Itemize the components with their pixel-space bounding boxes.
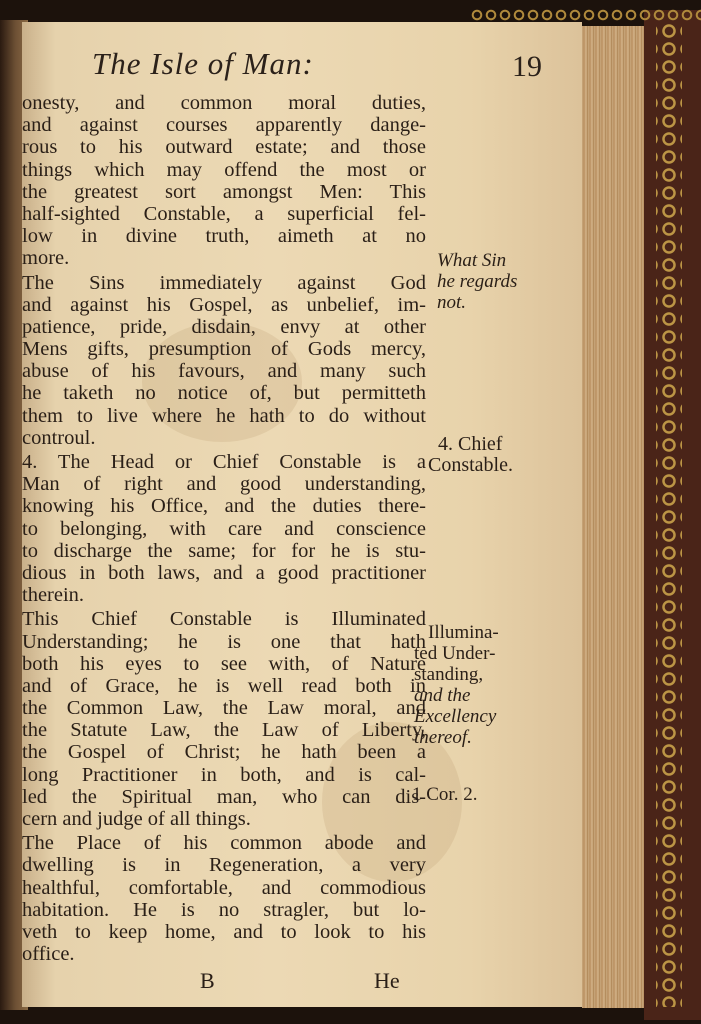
margin-note-line: Excellency bbox=[414, 706, 497, 727]
text-line: therein. bbox=[22, 584, 85, 607]
margin-note-line: Illumina- bbox=[428, 622, 499, 643]
text-line: office. bbox=[22, 943, 75, 966]
book-page bbox=[22, 22, 582, 1007]
text-line: the Gospel of Christ; he hath been a bbox=[22, 741, 426, 764]
body-text bbox=[22, 92, 426, 965]
text-line: dwelling is in Regeneration, a very bbox=[22, 854, 426, 877]
running-head: The Isle of Man: bbox=[92, 46, 314, 81]
text-line: rous to his outward estate; and those bbox=[22, 136, 426, 159]
text-line: Understanding; he is one that hath bbox=[22, 630, 426, 653]
text-line: the Common Law, the Law moral, and bbox=[22, 697, 426, 720]
page-number: 19 bbox=[512, 50, 542, 83]
text-line: things which may offend the most or bbox=[22, 158, 426, 181]
gilt-tooling-border bbox=[656, 22, 682, 1007]
signature-mark: B bbox=[200, 968, 215, 993]
text-line: Mens gifts, presumption of Gods mercy, bbox=[22, 338, 426, 361]
text-line: patience, pride, disdain, envy at other bbox=[22, 315, 426, 338]
text-line: abuse of his favours, and many such bbox=[22, 360, 426, 383]
text-line: 4. The Head or Chief Constable is a bbox=[22, 451, 426, 473]
margin-note-line: standing, bbox=[414, 664, 484, 685]
text-line: half-sighted Constable, a superficial fel- bbox=[22, 202, 426, 225]
margin-note-line: thereof. bbox=[414, 727, 472, 748]
text-line: to belonging, with care and conscience bbox=[22, 517, 426, 540]
text-line: and against his Gospel, as unbelief, im- bbox=[22, 293, 426, 316]
text-line: dious in both laws, and a good practitioner bbox=[22, 561, 426, 584]
margin-note-line: 4. Chief bbox=[438, 433, 503, 455]
page-fore-edge bbox=[582, 26, 644, 1008]
text-line: onesty, and common moral duties, bbox=[22, 92, 426, 114]
text-line: The Sins immediately against God bbox=[22, 271, 426, 294]
text-line: knowing his Office, and the duties there- bbox=[22, 495, 426, 518]
text-line: This Chief Constable is Illuminated bbox=[22, 608, 426, 631]
text-line: and against courses apparently dange- bbox=[22, 114, 426, 137]
text-line: the greatest sort amongst Men: This bbox=[22, 180, 426, 203]
margin-note-line: Constable. bbox=[428, 454, 513, 476]
text-line: habitation. He is no stragler, but lo- bbox=[22, 898, 426, 921]
margin-note-line: What Sin bbox=[437, 250, 507, 271]
text-line: both his eyes to see with, of Nature bbox=[22, 652, 426, 675]
text-line: low in divine truth, aimeth at no bbox=[22, 225, 426, 248]
text-line: and of Grace, he is well read both in bbox=[22, 674, 426, 697]
margin-note-line: ted Under- bbox=[414, 643, 496, 664]
text-line: Man of right and good understanding, bbox=[22, 473, 426, 496]
margin-note-what-sin bbox=[437, 250, 517, 313]
margin-note-line: and the bbox=[414, 685, 471, 706]
text-line: veth to keep home, and to look to his bbox=[22, 920, 426, 943]
text-line: the Statute Law, the Law of Liberty, bbox=[22, 719, 426, 742]
margin-note-line: not. bbox=[437, 292, 467, 313]
text-line: to discharge the same; for for he is stu- bbox=[22, 539, 426, 562]
margin-note-chief-constable bbox=[428, 434, 513, 476]
text-line: controul. bbox=[22, 426, 96, 449]
text-line: more. bbox=[22, 247, 70, 270]
text-line: cern and judge of all things. bbox=[22, 808, 251, 830]
text-line: he taketh no notice of, but permitteth bbox=[22, 382, 426, 405]
text-line: The Place of his common abode and bbox=[22, 832, 426, 855]
text-line: led the Spiritual man, who can dis- bbox=[22, 785, 426, 808]
catchword: He bbox=[374, 968, 400, 993]
gilt-tooling-top bbox=[470, 8, 701, 22]
margin-note-line: he regards bbox=[437, 271, 518, 292]
text-line: healthful, comfortable, and commodious bbox=[22, 876, 426, 899]
margin-note-reference: 1 Cor. 2. bbox=[412, 784, 478, 805]
margin-note-illuminated bbox=[414, 622, 499, 748]
text-line: long Practitioner in both, and is cal- bbox=[22, 763, 426, 786]
text-line: them to live where he hath to do without bbox=[22, 404, 426, 427]
